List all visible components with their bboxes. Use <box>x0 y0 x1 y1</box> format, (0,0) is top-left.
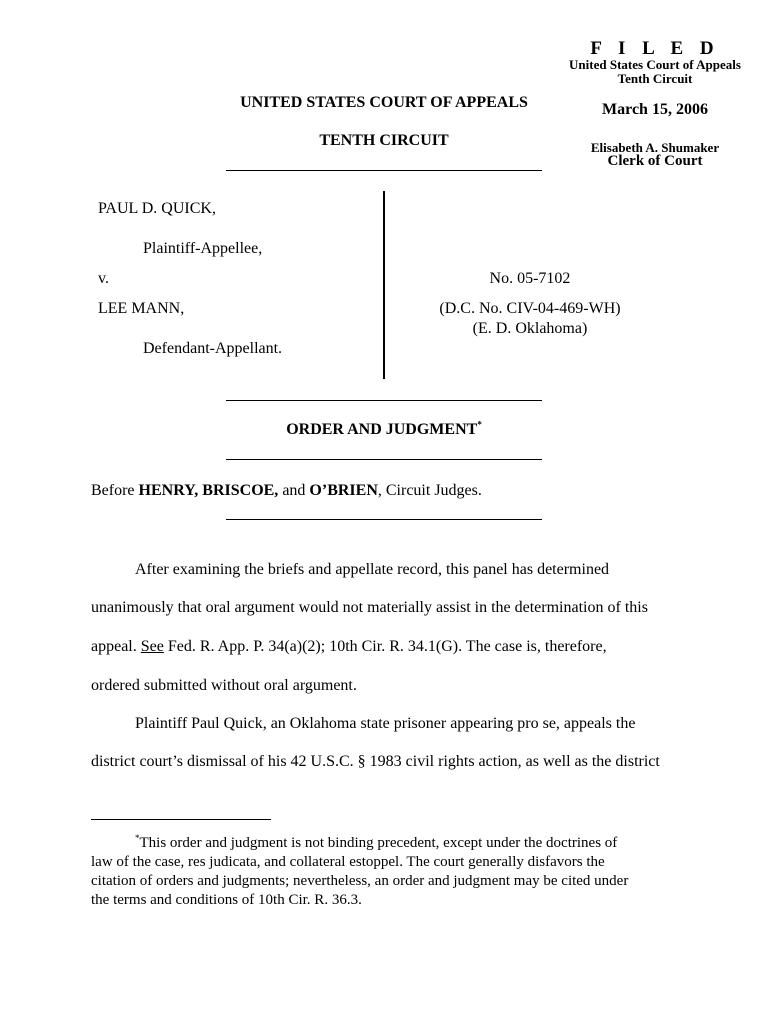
court-circuit-heading: TENTH CIRCUIT <box>319 132 449 149</box>
clerk-title: Clerk of Court <box>607 153 703 169</box>
filed-stamp-court: United States Court of Appeals <box>569 57 741 72</box>
case-number: No. 05-7102 <box>489 270 571 287</box>
footnote-line: the terms and conditions of 10th Cir. R. 36.3. <box>91 892 362 908</box>
defendant-name: LEE MANN, <box>98 300 185 317</box>
footnote-line <box>135 834 617 853</box>
panel-judges-1: HENRY, BRISCOE, <box>138 482 279 499</box>
document-title-text: ORDER AND JUDGMENT <box>286 421 478 438</box>
caption-divider <box>383 191 385 379</box>
panel-divider <box>226 519 542 520</box>
document-title <box>226 421 542 439</box>
panel-before: Before <box>91 482 139 499</box>
body-line: After examining the briefs and appellate record, this panel has determined <box>135 561 610 578</box>
panel-suffix: , Circuit Judges. <box>377 482 482 499</box>
panel-line <box>91 482 482 500</box>
defendant-role: Defendant-Appellant. <box>143 340 283 357</box>
court-name-heading: UNITED STATES COURT OF APPEALS <box>240 94 528 111</box>
filed-stamp-title: F I L E D <box>590 38 720 59</box>
body-line: district court’s dismissal of his 42 U.S.C. § 1983 civil rights action, as well as the district <box>91 753 660 770</box>
filed-stamp-circuit: Tenth Circuit <box>617 71 693 86</box>
see-signal: See <box>140 638 164 655</box>
plaintiff-role: Plaintiff-Appellee, <box>143 240 263 257</box>
district-name: (E. D. Oklahoma) <box>472 320 588 337</box>
title-bottom-divider <box>226 459 542 460</box>
panel-and: and <box>278 482 310 499</box>
footnote-line: citation of orders and judgments; nevertheless, an order and judgment may be cited under <box>91 873 629 889</box>
title-footnote-marker: * <box>477 419 482 430</box>
body-line <box>91 638 607 656</box>
panel-judges-2: O’BRIEN <box>309 482 378 499</box>
clerk-name: Elisabeth A. Shumaker <box>590 140 720 155</box>
filed-date: March 15, 2006 <box>602 101 708 118</box>
body-line: unanimously that oral argument would not materially assist in the determination of this <box>91 599 648 616</box>
versus: v. <box>98 270 109 287</box>
body-line: ordered submitted without oral argument. <box>91 677 357 694</box>
body-line: Plaintiff Paul Quick, an Oklahoma state prisoner appearing pro se, appeals the <box>135 715 636 732</box>
header-divider <box>226 170 542 171</box>
footnote-line: law of the case, res judicata, and collateral estoppel. The court generally disfavors the <box>91 854 605 870</box>
title-top-divider <box>226 400 542 401</box>
footnote-separator <box>91 819 271 820</box>
body-text: appeal. <box>91 638 141 655</box>
district-court-number: (D.C. No. CIV-04-469-WH) <box>439 300 621 317</box>
plaintiff-name: PAUL D. QUICK, <box>98 200 216 217</box>
footnote-marker: * <box>135 833 140 843</box>
body-text: Fed. R. App. P. 34(a)(2); 10th Cir. R. 34.1(G). The case is, therefore, <box>163 638 607 655</box>
footnote-text: This order and judgment is not binding precedent, except under the doctrines of <box>139 835 618 851</box>
